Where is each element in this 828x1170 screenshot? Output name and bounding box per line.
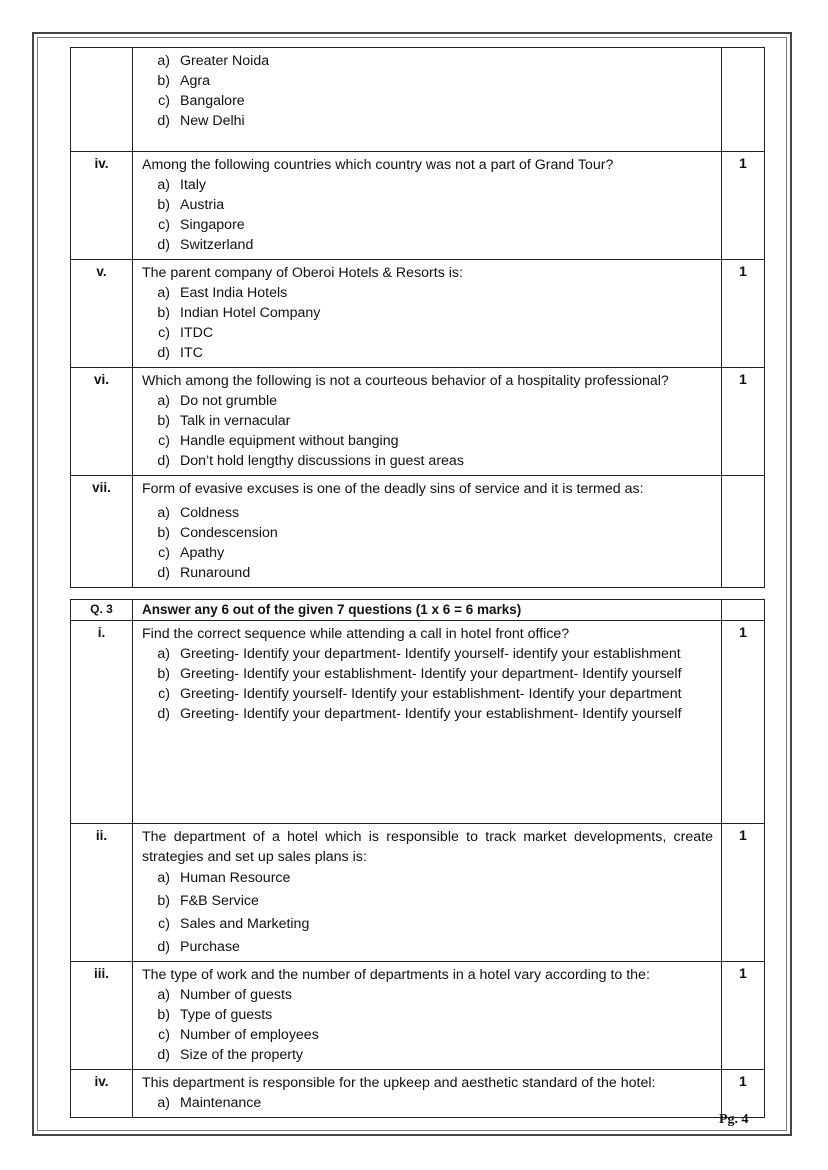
marks-cell: 1 bbox=[722, 152, 765, 260]
marks-cell: 1 bbox=[722, 1070, 765, 1118]
option: d) New Delhi bbox=[157, 113, 245, 129]
table-row bbox=[71, 476, 765, 588]
marks-cell: 1 bbox=[722, 962, 765, 1070]
option: d) ITC bbox=[157, 345, 203, 361]
option: b) Condescension bbox=[157, 525, 278, 541]
option: d) Purchase bbox=[157, 939, 240, 955]
table-row bbox=[71, 152, 765, 260]
question-text: The parent company of Oberoi Hotels & Resorts is: bbox=[142, 265, 463, 281]
option: c) Apathy bbox=[158, 545, 225, 561]
option: a) Maintenance bbox=[157, 1095, 262, 1111]
table-row bbox=[71, 621, 765, 824]
question-text: The department of a hotel which is responsible to track market developments, create strategies and set up sales plans is: bbox=[142, 829, 713, 865]
option: a) Coldness bbox=[157, 505, 240, 521]
question-cell bbox=[133, 48, 722, 152]
option: b) Greeting- Identify your establishment- Identify your department- Identify yourself bbox=[157, 666, 682, 682]
question-cell bbox=[133, 152, 722, 260]
question-number: vi. bbox=[71, 368, 133, 476]
marks-cell: 1 bbox=[722, 260, 765, 368]
section-number: Q. 3 bbox=[71, 600, 133, 621]
option: c) Number of employees bbox=[158, 1027, 319, 1043]
question-cell bbox=[133, 476, 722, 588]
option: c) Bangalore bbox=[158, 93, 245, 109]
marks-cell bbox=[722, 476, 765, 588]
option: b) Type of guests bbox=[157, 1007, 273, 1023]
table-row bbox=[71, 260, 765, 368]
question-text: Among the following countries which country was not a part of Grand Tour? bbox=[142, 157, 614, 173]
marks-cell: 1 bbox=[722, 368, 765, 476]
question-text: Which among the following is not a courteous behavior of a hospitality professional? bbox=[142, 373, 669, 389]
table-row bbox=[71, 1070, 765, 1118]
question-text: The type of work and the number of departments in a hotel vary according to the: bbox=[142, 967, 650, 983]
table-header-row bbox=[71, 600, 765, 621]
question-cell bbox=[133, 260, 722, 368]
option: c) Greeting- Identify yourself- Identify your establishment- Identify your department bbox=[158, 686, 682, 702]
option: a) Human Resource bbox=[157, 870, 291, 886]
option: b) Austria bbox=[157, 197, 225, 213]
question-cell bbox=[133, 1070, 722, 1118]
question-cell bbox=[133, 824, 722, 962]
question-number: i. bbox=[71, 621, 133, 824]
marks-cell: 1 bbox=[722, 824, 765, 962]
option: a) Number of guests bbox=[157, 987, 292, 1003]
table-row bbox=[71, 962, 765, 1070]
option: b) F&B Service bbox=[157, 893, 259, 909]
option: b) Talk in vernacular bbox=[157, 413, 291, 429]
option: a) Italy bbox=[157, 177, 207, 193]
marks-cell bbox=[722, 48, 765, 152]
option: a) Greater Noida bbox=[157, 53, 270, 69]
option: d) Size of the property bbox=[157, 1047, 304, 1063]
question-text: This department is responsible for the upkeep and aesthetic standard of the hotel: bbox=[142, 1075, 656, 1091]
question-text: Form of evasive excuses is one of the deadly sins of service and it is termed as: bbox=[142, 481, 644, 497]
question-cell bbox=[133, 621, 722, 824]
question-number: iv. bbox=[71, 1070, 133, 1118]
question-text: Find the correct sequence while attending a call in hotel front office? bbox=[142, 626, 570, 642]
option: c) Handle equipment without banging bbox=[158, 433, 399, 449]
question-table-continued bbox=[70, 47, 765, 588]
question-number: iii. bbox=[71, 962, 133, 1070]
question-number: v. bbox=[71, 260, 133, 368]
question-number: iv. bbox=[71, 152, 133, 260]
option: a) Greeting- Identify your department- Identify yourself- identify your establishment bbox=[157, 646, 681, 662]
question-number: vii. bbox=[71, 476, 133, 588]
option: a) Do not grumble bbox=[157, 393, 277, 409]
question-table-q3 bbox=[70, 599, 765, 1118]
table-row bbox=[71, 48, 765, 152]
option: b) Agra bbox=[157, 73, 210, 89]
option: b) Indian Hotel Company bbox=[157, 305, 321, 321]
table-row bbox=[71, 824, 765, 962]
question-cell bbox=[133, 368, 722, 476]
question-number: ii. bbox=[71, 824, 133, 962]
option: d) Switzerland bbox=[157, 237, 254, 253]
section-instruction: Answer any 6 out of the given 7 questions (1 x 6 = 6 marks) bbox=[133, 600, 722, 621]
page-number: Pg. 4 bbox=[719, 1112, 749, 1127]
option: d) Greeting- Identify your department- Identify your establishment- Identify yourself bbox=[157, 706, 682, 722]
option: c) ITDC bbox=[158, 325, 214, 341]
option: d) Don’t hold lengthy discussions in guest areas bbox=[157, 453, 464, 469]
option: c) Sales and Marketing bbox=[158, 916, 310, 932]
question-cell bbox=[133, 962, 722, 1070]
option: c) Singapore bbox=[158, 217, 245, 233]
option: a) East India Hotels bbox=[157, 285, 288, 301]
question-number bbox=[71, 48, 133, 152]
marks-cell: 1 bbox=[722, 621, 765, 824]
table-row bbox=[71, 368, 765, 476]
option: d) Runaround bbox=[157, 565, 251, 581]
